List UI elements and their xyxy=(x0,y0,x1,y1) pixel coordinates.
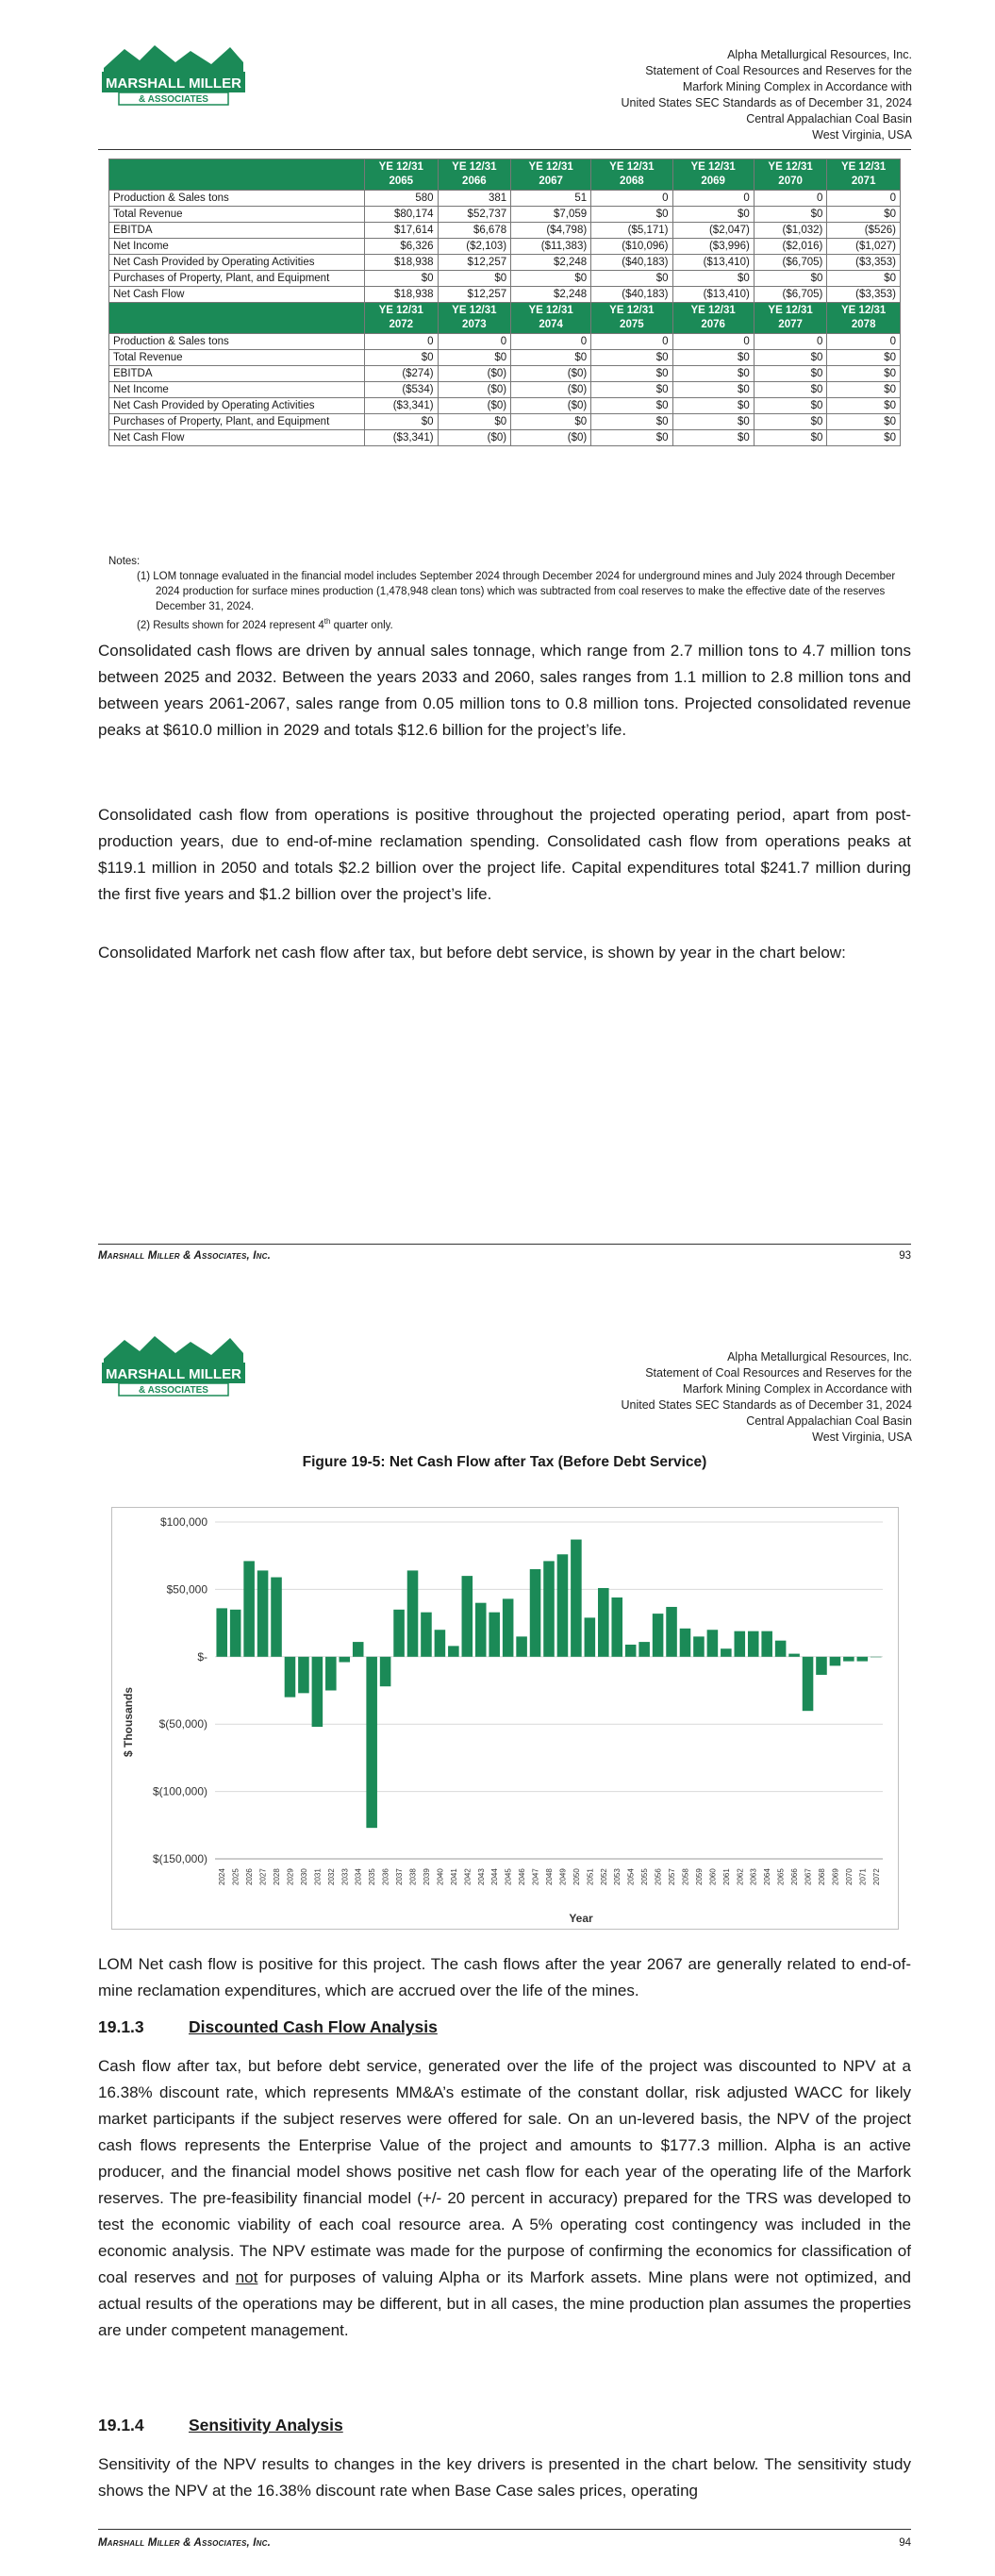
table-cell: $0 xyxy=(672,382,754,398)
table-cell: $0 xyxy=(591,382,672,398)
year-header-year: 2076 xyxy=(701,319,725,330)
x-tick-label: 2035 xyxy=(368,1868,377,1885)
bar-2043 xyxy=(475,1603,487,1657)
x-tick-label: 2059 xyxy=(694,1868,704,1885)
x-tick-label: 2061 xyxy=(721,1868,731,1885)
marshall-miller-logo xyxy=(98,1330,249,1398)
year-header-label: YE 12/31 xyxy=(841,161,887,173)
table-cell: $6,326 xyxy=(365,239,439,255)
table-cell: ($3,341) xyxy=(365,398,439,414)
bar-2052 xyxy=(598,1588,609,1657)
x-tick-label: 2063 xyxy=(749,1868,758,1885)
table-cell: $0 xyxy=(591,398,672,414)
year-header-year: 2065 xyxy=(389,176,414,187)
notes-title: Notes: xyxy=(108,556,141,567)
table-cell: $0 xyxy=(754,414,827,430)
document-header xyxy=(621,1349,912,1446)
y-tick-label: $50,000 xyxy=(166,1582,207,1597)
bar-2031 xyxy=(312,1657,323,1727)
x-tick-label: 2051 xyxy=(586,1868,595,1885)
x-tick-label: 2031 xyxy=(313,1868,323,1885)
bar-2044 xyxy=(489,1613,500,1657)
table-cell: ($6,705) xyxy=(754,287,827,303)
year-header-year: 2073 xyxy=(462,319,487,330)
section-number: 19.1.3 xyxy=(98,2017,144,2036)
table-cell: $0 xyxy=(827,207,901,223)
table-cell: $17,614 xyxy=(365,223,439,239)
year-header-label: YE 12/31 xyxy=(768,161,813,173)
bar-2061 xyxy=(721,1648,732,1657)
section-title: Sensitivity Analysis xyxy=(189,2416,343,2434)
header-line: Alpha Metallurgical Resources, Inc. xyxy=(727,1350,912,1363)
x-axis-label: Year xyxy=(569,1912,593,1925)
header-line: Statement of Coal Resources and Reserves for the xyxy=(645,1366,912,1380)
year-header-label: YE 12/31 xyxy=(378,305,423,316)
table-cell: $0 xyxy=(754,382,827,398)
x-tick-label: 2024 xyxy=(218,1868,227,1885)
table-cell: $0 xyxy=(591,350,672,366)
x-tick-label: 2033 xyxy=(340,1868,350,1885)
table-cell: $80,174 xyxy=(365,207,439,223)
paragraph-lom-net-cash: LOM Net cash flow is positive for this project. The cash flows after the year 2067 are generally related to end-of-mine reclamation expenditures, which are accrued over the life of the mines. xyxy=(98,1955,911,1999)
bar-2034 xyxy=(353,1642,364,1657)
bar-2058 xyxy=(680,1629,691,1657)
bar-2024 xyxy=(216,1608,227,1656)
bar-2049 xyxy=(557,1554,569,1657)
x-tick-label: 2049 xyxy=(558,1868,568,1885)
table-cell: $0 xyxy=(754,366,827,382)
bar-2060 xyxy=(707,1630,719,1657)
table-cell: ($13,410) xyxy=(672,255,754,271)
table-cell: $0 xyxy=(591,430,672,446)
x-tick-label: 2039 xyxy=(422,1868,431,1885)
year-header-year: 2075 xyxy=(620,319,644,330)
table-cell: $52,737 xyxy=(438,207,511,223)
x-tick-label: 2045 xyxy=(504,1868,513,1885)
bar-2053 xyxy=(611,1597,622,1657)
year-header-label: YE 12/31 xyxy=(609,305,655,316)
bar-2046 xyxy=(516,1636,527,1656)
bar-2028 xyxy=(271,1578,282,1657)
logo-text-sub: & ASSOCIATES xyxy=(139,1385,208,1396)
table-cell: ($526) xyxy=(827,223,901,239)
bar-2055 xyxy=(638,1642,650,1657)
header-line: United States SEC Standards as of December 31, 2024 xyxy=(621,96,912,109)
bar-2071 xyxy=(857,1657,869,1662)
header-line: Marfork Mining Complex in Accordance with xyxy=(682,1382,912,1396)
header-line: Statement of Coal Resources and Reserves for the xyxy=(645,64,912,77)
row-label: EBITDA xyxy=(109,366,365,382)
header-line: United States SEC Standards as of December 31, 2024 xyxy=(621,1398,912,1412)
bar-2051 xyxy=(585,1617,596,1656)
x-tick-label: 2058 xyxy=(681,1868,690,1885)
table-cell: 0 xyxy=(672,191,754,207)
note-2-tail: quarter only. xyxy=(330,619,393,631)
x-tick-label: 2070 xyxy=(844,1868,854,1885)
x-tick-label: 2069 xyxy=(831,1868,840,1885)
table-cell: $0 xyxy=(672,366,754,382)
table-cell: $0 xyxy=(511,414,591,430)
x-tick-label: 2056 xyxy=(654,1868,663,1885)
header-line: Alpha Metallurgical Resources, Inc. xyxy=(727,48,912,61)
table-cell: $0 xyxy=(672,350,754,366)
y-tick-label: $100,000 xyxy=(159,1515,207,1529)
year-header-label: YE 12/31 xyxy=(690,161,736,173)
table-cell: ($4,798) xyxy=(511,223,591,239)
table-cell: $0 xyxy=(754,398,827,414)
table-cell: 0 xyxy=(827,334,901,350)
dcf-text-b: for purposes of valuing Alpha or its Marfork assets. Mine plans were not optimized, and actual results of the operations may be different, but in all cases, the mine production plan assumes the properties are under competent management. xyxy=(98,2268,912,2339)
table-cell: $0 xyxy=(438,271,511,287)
bar-2027 xyxy=(257,1570,269,1656)
bar-2063 xyxy=(748,1631,759,1657)
table-cell: ($3,996) xyxy=(672,239,754,255)
bar-2036 xyxy=(380,1657,391,1686)
table-cell: ($0) xyxy=(511,430,591,446)
table-cell: ($3,353) xyxy=(827,255,901,271)
bar-2039 xyxy=(421,1613,432,1657)
year-header-label: YE 12/31 xyxy=(378,161,423,173)
x-tick-label: 2030 xyxy=(299,1868,308,1885)
x-tick-label: 2038 xyxy=(408,1868,418,1885)
table-cell: ($13,410) xyxy=(672,287,754,303)
table-cell: 0 xyxy=(365,334,439,350)
bar-2072 xyxy=(871,1657,882,1658)
x-tick-label: 2057 xyxy=(668,1868,677,1885)
table-cell: ($0) xyxy=(438,430,511,446)
year-header-year: 2077 xyxy=(778,319,803,330)
year-header-label: YE 12/31 xyxy=(841,305,887,316)
bar-2059 xyxy=(693,1636,705,1656)
logo-text-sub: & ASSOCIATES xyxy=(139,94,208,105)
x-tick-label: 2044 xyxy=(490,1868,500,1885)
table-cell: $2,248 xyxy=(511,287,591,303)
table-cell: $0 xyxy=(672,414,754,430)
table-cell: 0 xyxy=(827,191,901,207)
table-cell: ($0) xyxy=(438,366,511,382)
x-tick-label: 2052 xyxy=(599,1868,608,1885)
logo-text-main: MARSHALL MILLER xyxy=(106,75,241,92)
table-cell: ($2,016) xyxy=(754,239,827,255)
table-cell: ($0) xyxy=(511,366,591,382)
table-cell: ($40,183) xyxy=(591,255,672,271)
table-cell: 0 xyxy=(754,191,827,207)
x-tick-label: 2037 xyxy=(395,1868,405,1885)
paragraph-sales-tonnage: Consolidated cash flows are driven by annual sales tonnage, which range from 2.7 million tons to 4.7 million tons between 2025 and 2032. Between the years 2033 and 2060, sales ranges from 1.1 million to 2.8 million tons and between years 2061-2067, sales range from 0.05 million tons to 0.8 million tons. Projected consolidated revenue peaks at $610.0 million in 2029 and totals $12.6 billion for the project’s life. xyxy=(98,642,911,739)
bar-2057 xyxy=(666,1607,677,1657)
y-tick-label: $(100,000) xyxy=(152,1784,207,1798)
table-cell: $0 xyxy=(365,271,439,287)
table-cell: ($10,096) xyxy=(591,239,672,255)
x-tick-label: 2050 xyxy=(572,1868,581,1885)
note-2-sup: th xyxy=(323,617,331,626)
bar-2047 xyxy=(530,1569,541,1657)
dcf-text-not: not xyxy=(235,2268,258,2286)
table-cell: ($40,183) xyxy=(591,287,672,303)
table-cell: $12,257 xyxy=(438,255,511,271)
bar-2064 xyxy=(761,1631,772,1657)
table-cell: 381 xyxy=(438,191,511,207)
table-cell: ($3,353) xyxy=(827,287,901,303)
table-cell: $12,257 xyxy=(438,287,511,303)
table-cell: $0 xyxy=(511,350,591,366)
x-tick-label: 2066 xyxy=(790,1868,800,1885)
y-tick-label: $(150,000) xyxy=(152,1852,207,1865)
bar-2033 xyxy=(339,1657,350,1663)
table-cell: $0 xyxy=(672,430,754,446)
x-tick-label: 2028 xyxy=(273,1868,282,1885)
year-header-year: 2071 xyxy=(851,176,876,187)
row-label: Total Revenue xyxy=(109,350,365,366)
table-cell: ($3,341) xyxy=(365,430,439,446)
bar-2025 xyxy=(230,1610,241,1657)
table-cell: $0 xyxy=(438,414,511,430)
year-header-year: 2068 xyxy=(620,176,644,187)
table-cell: ($534) xyxy=(365,382,439,398)
year-header-year: 2070 xyxy=(778,176,803,187)
table-cell: $0 xyxy=(365,350,439,366)
row-label: Purchases of Property, Plant, and Equipment xyxy=(109,414,365,430)
paragraph-operations-cash-flow: Consolidated cash flow from operations is positive throughout the projected operating period, apart from post-production years, due to end-of-mine reclamation spending. Consolidated cash flow from operations peaks at $119.1 million in 2050 and totals $2.2 billion over the project life. Capital expenditures total $241.7 million during the first five years and $1.2 billion over the project’s life. xyxy=(98,806,911,903)
x-tick-label: 2040 xyxy=(436,1868,445,1885)
table-cell: $0 xyxy=(591,207,672,223)
table-cell: $0 xyxy=(591,271,672,287)
table-cell: $0 xyxy=(827,430,901,446)
x-tick-label: 2067 xyxy=(804,1868,813,1885)
x-tick-label: 2036 xyxy=(381,1868,390,1885)
table-cell: $0 xyxy=(827,414,901,430)
section-heading-dcf xyxy=(98,2017,438,2037)
table-cell: $0 xyxy=(754,430,827,446)
table-cell: $0 xyxy=(365,414,439,430)
table-cell: $0 xyxy=(672,207,754,223)
row-label: Total Revenue xyxy=(109,207,365,223)
bar-2068 xyxy=(816,1657,827,1675)
row-label: Production & Sales tons xyxy=(109,334,365,350)
table-cell: ($0) xyxy=(438,398,511,414)
bar-2065 xyxy=(775,1641,787,1657)
table-cell: 0 xyxy=(754,334,827,350)
bar-2032 xyxy=(325,1657,337,1691)
x-tick-label: 2060 xyxy=(708,1868,718,1885)
year-header-label: YE 12/31 xyxy=(690,305,736,316)
x-tick-label: 2029 xyxy=(286,1868,295,1885)
x-tick-label: 2054 xyxy=(626,1868,636,1885)
x-tick-label: 2034 xyxy=(354,1868,363,1885)
year-header-year: 2067 xyxy=(539,176,563,187)
table-cell: $0 xyxy=(438,350,511,366)
bar-2041 xyxy=(448,1646,459,1656)
row-label: Net Cash Provided by Operating Activities xyxy=(109,398,365,414)
x-tick-label: 2025 xyxy=(231,1868,240,1885)
table-cell: 580 xyxy=(365,191,439,207)
table-cell: ($11,383) xyxy=(511,239,591,255)
table-cell: ($2,103) xyxy=(438,239,511,255)
table-cell: ($0) xyxy=(511,398,591,414)
x-tick-label: 2032 xyxy=(326,1868,336,1885)
table-cell: ($1,032) xyxy=(754,223,827,239)
x-tick-label: 2027 xyxy=(258,1868,268,1885)
table-cell: ($2,047) xyxy=(672,223,754,239)
x-tick-label: 2053 xyxy=(613,1868,622,1885)
x-tick-label: 2047 xyxy=(531,1868,540,1885)
footer-company: Marshall Miller & Associates, Inc. xyxy=(98,1250,272,1262)
section-number: 19.1.4 xyxy=(98,2416,144,2434)
row-label: EBITDA xyxy=(109,223,365,239)
bar-2038 xyxy=(407,1570,419,1656)
bar-2048 xyxy=(543,1561,555,1656)
x-tick-label: 2062 xyxy=(736,1868,745,1885)
footer-company: Marshall Miller & Associates, Inc. xyxy=(98,2537,272,2549)
row-label: Net Income xyxy=(109,239,365,255)
row-label: Production & Sales tons xyxy=(109,191,365,207)
year-header-label: YE 12/31 xyxy=(768,305,813,316)
paragraph-chart-intro: Consolidated Marfork net cash flow after tax, but before debt service, is shown by year in the chart below: xyxy=(98,944,846,962)
table-cell: ($6,705) xyxy=(754,255,827,271)
year-header-year: 2069 xyxy=(701,176,725,187)
x-tick-label: 2068 xyxy=(817,1868,826,1885)
paragraph-sensitivity: Sensitivity of the NPV results to changes in the key drivers is presented in the chart below. The sensitivity study shows the NPV at the 16.38% discount rate when Base Case sales prices, operating xyxy=(98,2455,911,2500)
bar-2045 xyxy=(503,1598,514,1656)
bar-2037 xyxy=(393,1610,405,1657)
header-line: Central Appalachian Coal Basin xyxy=(746,112,912,125)
row-label: Net Income xyxy=(109,382,365,398)
section-heading-sensitivity xyxy=(98,2416,343,2435)
logo-text-main: MARSHALL MILLER xyxy=(106,1366,241,1382)
x-tick-label: 2055 xyxy=(640,1868,650,1885)
table-cell: 51 xyxy=(511,191,591,207)
footer-rule xyxy=(98,2529,911,2530)
table-cell: $0 xyxy=(754,271,827,287)
year-header-label: YE 12/31 xyxy=(528,305,573,316)
bar-2030 xyxy=(298,1657,309,1694)
row-label: Net Cash Provided by Operating Activities xyxy=(109,255,365,271)
note-2-text: (2) Results shown for 2024 represent 4 xyxy=(137,619,324,631)
table-cell: $7,059 xyxy=(511,207,591,223)
table-cell: 0 xyxy=(438,334,511,350)
table-cell: $0 xyxy=(672,271,754,287)
table-cell: $0 xyxy=(511,271,591,287)
table-cell: $0 xyxy=(827,350,901,366)
table-cell: ($0) xyxy=(438,382,511,398)
header-line: West Virginia, USA xyxy=(812,1430,912,1444)
paragraph-dcf xyxy=(98,2053,911,2344)
table-cell: $0 xyxy=(827,366,901,382)
header-line: Marfork Mining Complex in Accordance with xyxy=(682,80,912,93)
table-cell: $0 xyxy=(754,207,827,223)
y-tick-label: $(50,000) xyxy=(158,1717,207,1731)
bar-2050 xyxy=(571,1540,582,1657)
table-cell: 0 xyxy=(672,334,754,350)
table-cell: ($0) xyxy=(511,382,591,398)
bar-2042 xyxy=(462,1576,473,1657)
table-cell: $6,678 xyxy=(438,223,511,239)
table-cell: $0 xyxy=(827,398,901,414)
x-tick-label: 2042 xyxy=(463,1868,473,1885)
year-header-year: 2078 xyxy=(851,319,876,330)
x-tick-label: 2043 xyxy=(476,1868,486,1885)
x-tick-label: 2065 xyxy=(776,1868,786,1885)
bar-2070 xyxy=(843,1657,854,1662)
bar-2040 xyxy=(435,1630,446,1657)
figure-title: Figure 19-5: Net Cash Flow after Tax (Before Debt Service) xyxy=(302,1454,707,1470)
table-cell: 0 xyxy=(591,334,672,350)
row-label: Net Cash Flow xyxy=(109,430,365,446)
year-header-year: 2072 xyxy=(389,319,414,330)
year-header-label: YE 12/31 xyxy=(452,305,497,316)
bar-2029 xyxy=(285,1657,296,1698)
bar-2067 xyxy=(803,1657,814,1711)
x-tick-label: 2072 xyxy=(871,1868,881,1885)
header-line: West Virginia, USA xyxy=(812,128,912,142)
year-header-label: YE 12/31 xyxy=(528,161,573,173)
x-tick-label: 2026 xyxy=(245,1868,255,1885)
table-cell: $18,938 xyxy=(365,255,439,271)
x-tick-label: 2046 xyxy=(518,1868,527,1885)
x-tick-label: 2048 xyxy=(545,1868,554,1885)
table-cell: ($1,027) xyxy=(827,239,901,255)
table-cell: $0 xyxy=(672,398,754,414)
x-tick-label: 2071 xyxy=(858,1868,868,1885)
bar-2026 xyxy=(243,1561,255,1656)
table-cell: $0 xyxy=(591,414,672,430)
section-title: Discounted Cash Flow Analysis xyxy=(189,2017,438,2036)
bar-2056 xyxy=(653,1614,664,1657)
x-tick-label: 2041 xyxy=(449,1868,458,1885)
table-cell: $0 xyxy=(754,350,827,366)
note-1: (1) LOM tonnage evaluated in the financial model includes September 2024 through December 2024 for underground mines and July 2024 through December 2024 production for surface mines production (1,478,948 clean tons) which was subtracted from coal reserves to make the effective date of the reserves December 31, 2024. xyxy=(137,571,896,612)
table-cell: 0 xyxy=(511,334,591,350)
y-axis-label: $ Thousands xyxy=(122,1686,135,1758)
year-header-year: 2074 xyxy=(539,319,563,330)
row-label: Net Cash Flow xyxy=(109,287,365,303)
y-tick-label: $- xyxy=(197,1649,207,1664)
year-header-year: 2066 xyxy=(462,176,487,187)
bar-2035 xyxy=(366,1657,377,1828)
table-cell: $2,248 xyxy=(511,255,591,271)
bar-2066 xyxy=(788,1654,800,1657)
page-number: 93 xyxy=(899,1250,911,1262)
table-cell: $18,938 xyxy=(365,287,439,303)
table-cell: ($5,171) xyxy=(591,223,672,239)
table-cell: $0 xyxy=(827,382,901,398)
bar-2062 xyxy=(735,1631,746,1657)
row-label: Purchases of Property, Plant, and Equipment xyxy=(109,271,365,287)
table-cell: $0 xyxy=(827,271,901,287)
page-number: 94 xyxy=(899,2537,911,2549)
bar-2054 xyxy=(625,1645,637,1657)
dcf-text-a: Cash flow after tax, but before debt service, generated over the life of the project was discounted to NPV at a 16.38% discount rate, which represents MM&A’s estimate of the constant dollar, risk adjusted WACC for likely market participants if the subject reserves were offered for sale. On an un-levered basis, the NPV of the project cash flows represents the Enterprise Value of the project and amounts to $177.3 million. Alpha is an active producer, and the financial model shows positive net cash flow for each year of the operating life of the Marfork reserves. The pre-feasibility financial model (+/- 20 percent in accuracy) prepared for the TRS was developed to test the economic viability of each coal resource area. A 5% operating cost contingency was included in the economic analysis. The NPV estimate was made for the purpose of confirming the economics for classification of coal reserves and xyxy=(98,2057,911,2286)
year-header-label: YE 12/31 xyxy=(452,161,497,173)
table-cell: ($274) xyxy=(365,366,439,382)
header-line: Central Appalachian Coal Basin xyxy=(746,1414,912,1428)
x-tick-label: 2064 xyxy=(763,1868,772,1885)
table-cell: $0 xyxy=(591,366,672,382)
year-header-label: YE 12/31 xyxy=(609,161,655,173)
net-cash-flow-chart xyxy=(111,1507,899,1930)
bar-2069 xyxy=(830,1657,841,1666)
table-cell: 0 xyxy=(591,191,672,207)
